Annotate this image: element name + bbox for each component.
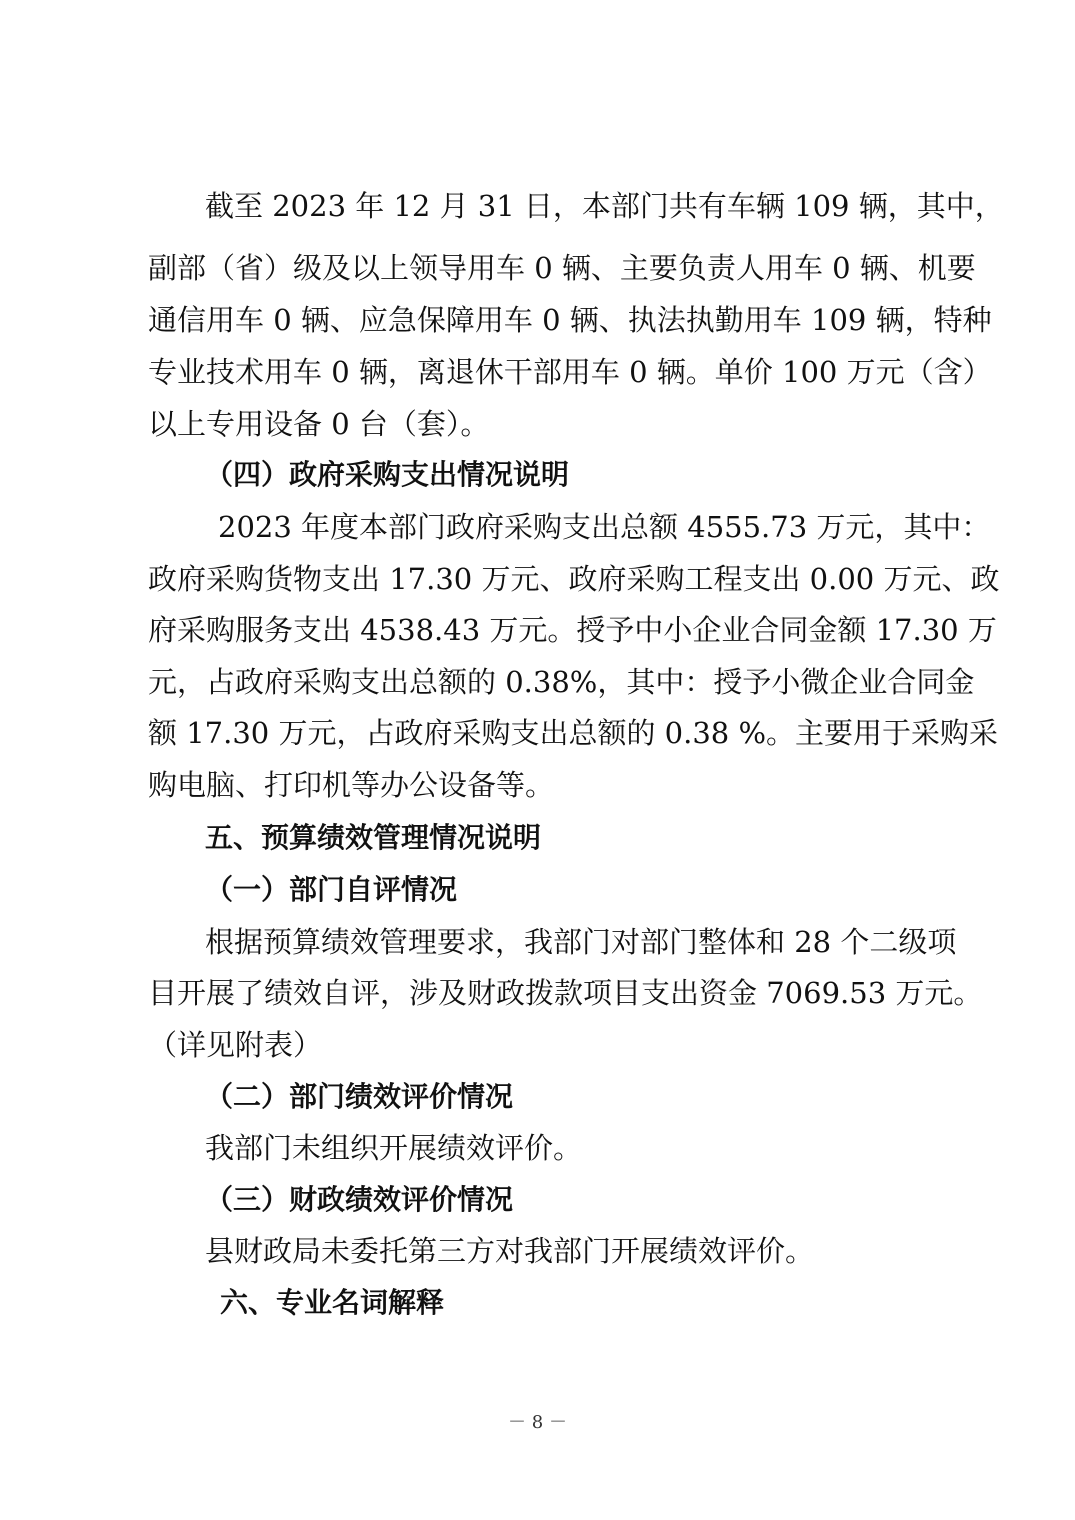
- section-4-heading: （四）政府采购支出情况说明: [205, 458, 570, 491]
- procurement-line-3: 府采购服务支出 4538.43 万元。授予中小企业合同金额 17.30 万: [148, 613, 997, 647]
- section-5-3-heading: （三）财政绩效评价情况: [205, 1183, 514, 1216]
- procurement-line-6: 购电脑、打印机等办公设备等。: [148, 768, 555, 802]
- section-5-1-heading: （一）部门自评情况: [205, 873, 458, 906]
- vehicles-paragraph-line-2: 副部（省）级及以上领导用车 0 辆、主要负责人用车 0 辆、机要: [148, 251, 976, 285]
- section-5-heading: 五、预算绩效管理情况说明: [205, 821, 542, 854]
- procurement-line-4: 元，占政府采购支出总额的 0.38%，其中：授予小微企业合同金: [148, 665, 975, 699]
- vehicles-paragraph-line-1: 截至 2023 年 12 月 31 日，本部门共有车辆 109 辆，其中，: [205, 189, 1004, 223]
- fiscal-evaluation-text: 县财政局未委托第三方对我部门开展绩效评价。: [205, 1234, 815, 1268]
- procurement-line-5: 额 17.30 万元，占政府采购支出总额的 0.38 %。主要用于采购采: [148, 716, 999, 750]
- self-evaluation-line-1: 根据预算绩效管理要求，我部门对部门整体和 28 个二级项: [205, 925, 957, 959]
- procurement-line-2: 政府采购货物支出 17.30 万元、政府采购工程支出 0.00 万元、政: [148, 562, 1000, 596]
- vehicles-paragraph-line-3: 通信用车 0 辆、应急保障用车 0 辆、执法执勤用车 109 辆，特种: [148, 303, 992, 337]
- self-evaluation-line-3: （详见附表）: [148, 1028, 323, 1062]
- self-evaluation-line-2: 目开展了绩效自评，涉及财政拨款项目支出资金 7069.53 万元。: [148, 976, 983, 1010]
- vehicles-paragraph-line-5: 以上专用设备 0 台（套）。: [148, 407, 490, 441]
- section-5-2-heading: （二）部门绩效评价情况: [205, 1080, 514, 1113]
- vehicles-paragraph-line-4: 专业技术用车 0 辆，离退休干部用车 0 辆。单价 100 万元（含）: [148, 355, 992, 389]
- page-number: － 8 －: [508, 1412, 567, 1433]
- section-6-heading: 六、专业名词解释: [220, 1286, 445, 1319]
- procurement-line-1: 2023 年度本部门政府采购支出总额 4555.73 万元，其中：: [218, 510, 991, 544]
- department-evaluation-text: 我部门未组织开展绩效评价。: [205, 1131, 583, 1165]
